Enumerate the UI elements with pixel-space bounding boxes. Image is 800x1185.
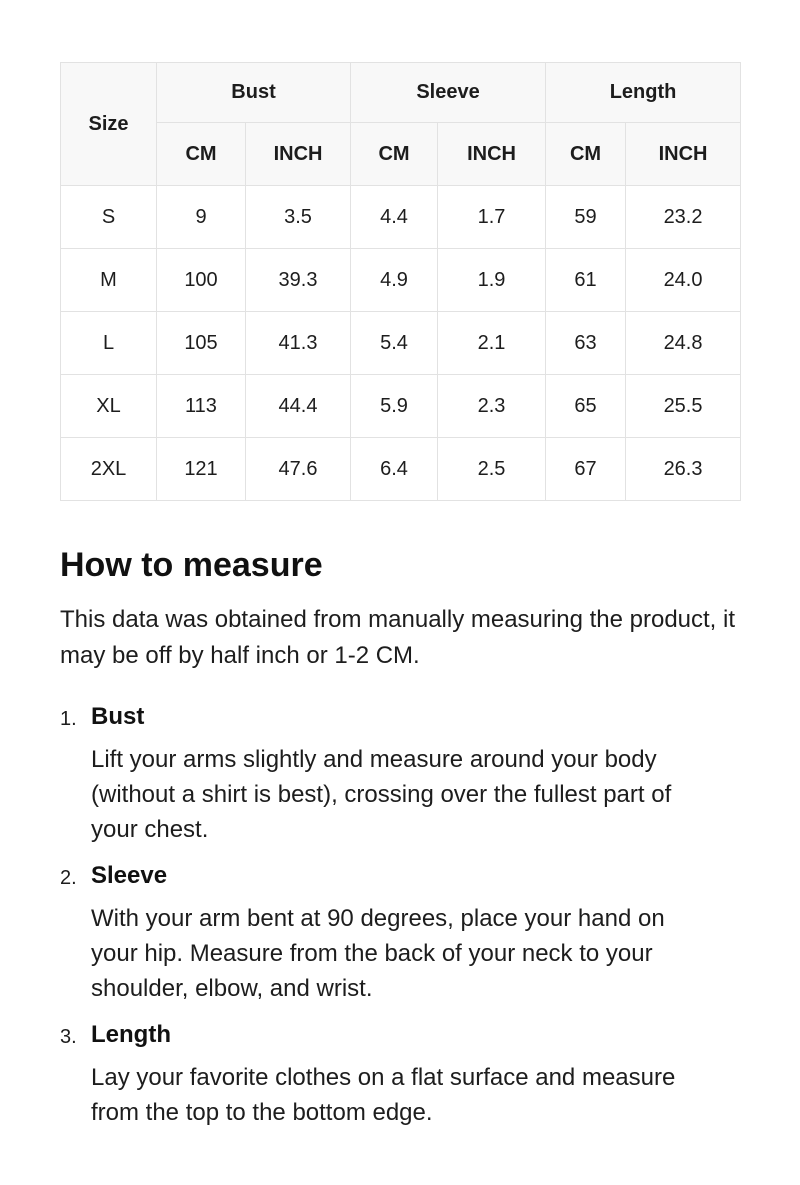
value-cell: 9 — [157, 186, 246, 249]
value-cell: 5.4 — [351, 312, 438, 375]
step-description: With your arm bent at 90 degrees, place your hand on your hip. Measure from the back of your neck to your shoulder, elbow, and wrist. — [91, 905, 665, 1003]
value-cell: 2.3 — [438, 375, 546, 438]
value-cell: 105 — [157, 312, 246, 375]
column-group-sleeve: Sleeve — [351, 63, 546, 123]
value-cell: 41.3 — [246, 312, 351, 375]
step-title: Sleeve — [91, 862, 168, 890]
step-title: Bust — [91, 703, 145, 731]
column-group-bust: Bust — [157, 63, 351, 123]
value-cell: 67 — [546, 438, 626, 501]
value-cell: 4.4 — [351, 186, 438, 249]
value-cell: 3.5 — [246, 186, 351, 249]
value-cell: 39.3 — [246, 249, 351, 312]
subheader-length-cm: CM — [546, 123, 626, 186]
step-number: 1. — [60, 708, 77, 731]
value-cell: 59 — [546, 186, 626, 249]
value-cell: 1.7 — [438, 186, 546, 249]
table-row — [61, 249, 741, 312]
value-cell: 61 — [546, 249, 626, 312]
step-body — [91, 1018, 745, 1130]
value-cell: 24.0 — [626, 249, 741, 312]
how-to-measure-heading: How to measure — [60, 546, 323, 584]
column-group-length: Length — [546, 63, 741, 123]
size-chart-body — [61, 186, 741, 501]
value-cell: 65 — [546, 375, 626, 438]
value-cell: 24.8 — [626, 312, 741, 375]
step-sleeve — [60, 859, 745, 1006]
value-cell: 44.4 — [246, 375, 351, 438]
size-cell: M — [61, 249, 157, 312]
how-to-measure-intro: This data was obtained from manually measuring the product, it may be off by half inch or 1-2 CM. — [60, 606, 736, 670]
value-cell: 63 — [546, 312, 626, 375]
size-chart-table — [60, 62, 741, 501]
value-cell: 121 — [157, 438, 246, 501]
value-cell: 113 — [157, 375, 246, 438]
subheader-sleeve-inch: INCH — [438, 123, 546, 186]
step-length — [60, 1018, 745, 1130]
subheader-length-inch: INCH — [626, 123, 741, 186]
value-cell: 26.3 — [626, 438, 741, 501]
size-cell: 2XL — [61, 438, 157, 501]
measure-steps-list — [60, 700, 745, 1130]
value-cell: 47.6 — [246, 438, 351, 501]
step-description: Lay your favorite clothes on a flat surface and measure from the top to the bottom edge. — [91, 1064, 676, 1127]
value-cell: 2.1 — [438, 312, 546, 375]
subheader-bust-inch: INCH — [246, 123, 351, 186]
table-row — [61, 375, 741, 438]
subheader-bust-cm: CM — [157, 123, 246, 186]
step-description: Lift your arms slightly and measure around your body (without a shirt is best), crossing over the fullest part of your chest. — [91, 746, 672, 844]
column-header-size: Size — [61, 63, 157, 186]
table-row — [61, 438, 741, 501]
size-cell: S — [61, 186, 157, 249]
value-cell: 5.9 — [351, 375, 438, 438]
subheader-sleeve-cm: CM — [351, 123, 438, 186]
step-number: 2. — [60, 867, 77, 890]
step-number: 3. — [60, 1026, 77, 1049]
value-cell: 23.2 — [626, 186, 741, 249]
value-cell: 4.9 — [351, 249, 438, 312]
table-row — [61, 186, 741, 249]
value-cell: 25.5 — [626, 375, 741, 438]
step-title: Length — [91, 1021, 171, 1049]
value-cell: 2.5 — [438, 438, 546, 501]
step-body — [91, 859, 745, 1006]
step-body — [91, 700, 745, 847]
value-cell: 100 — [157, 249, 246, 312]
size-cell: L — [61, 312, 157, 375]
step-bust — [60, 700, 745, 847]
table-row — [61, 312, 741, 375]
value-cell: 6.4 — [351, 438, 438, 501]
size-cell: XL — [61, 375, 157, 438]
value-cell: 1.9 — [438, 249, 546, 312]
